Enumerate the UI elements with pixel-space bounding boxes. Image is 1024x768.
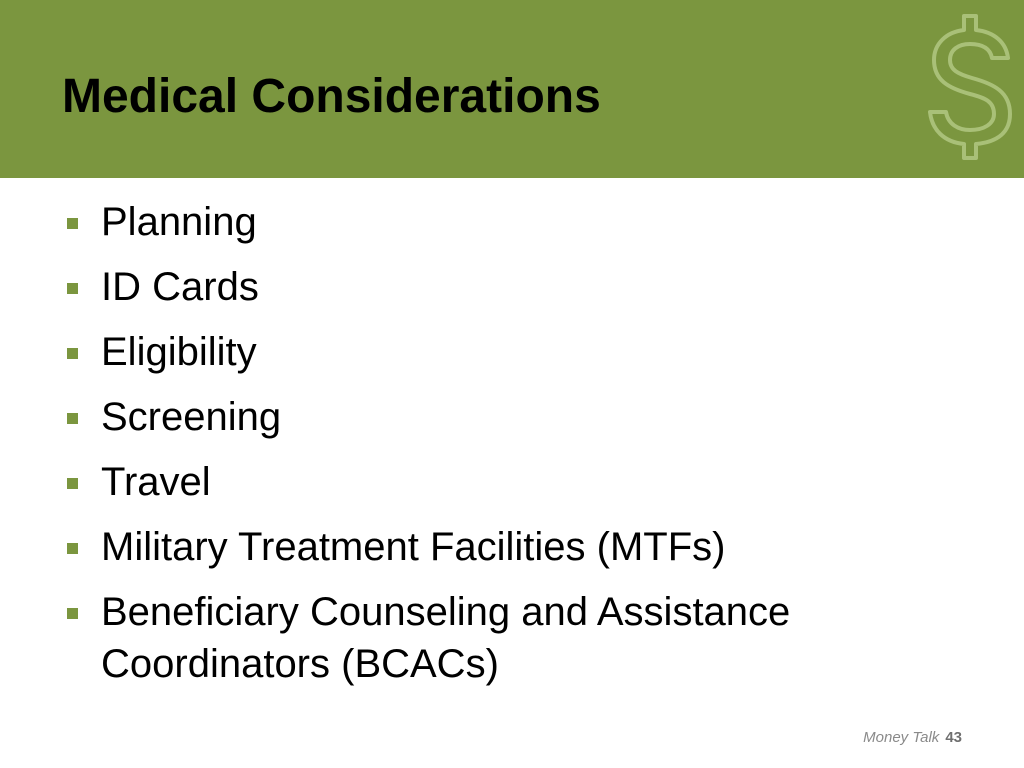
title-bar (0, 0, 1024, 178)
bullet-item-bcacs (0, 586, 901, 690)
bullet-item-eligibility (0, 326, 901, 378)
bullet-text: Eligibility (101, 330, 257, 374)
bullet-item-planning (0, 196, 901, 248)
slide-footer (863, 729, 962, 747)
bullet-text: Travel (101, 460, 211, 504)
bullet-item-screening (0, 391, 901, 443)
bullet-text: Beneficiary Counseling and Assistance Coordinators (BCACs) (101, 590, 791, 686)
bullet-text: Military Treatment Facilities (MTFs) (101, 525, 726, 569)
bullet-square-icon (67, 543, 78, 554)
bullet-square-icon (67, 413, 78, 424)
bullet-text: ID Cards (101, 265, 259, 309)
bullet-square-icon (67, 478, 78, 489)
footer-label: Money Talk (863, 729, 940, 746)
bullet-text: Screening (101, 395, 282, 439)
bullet-item-travel (0, 456, 901, 508)
bullet-square-icon (67, 218, 78, 229)
bullet-text: Planning (101, 200, 257, 244)
bullet-square-icon (67, 608, 78, 619)
dollar-sign-icon (920, 8, 1020, 164)
bullet-square-icon (67, 283, 78, 294)
bullet-square-icon (67, 348, 78, 359)
bullet-list (0, 196, 901, 703)
page-number: 43 (945, 729, 962, 746)
bullet-item-mtfs (0, 521, 901, 573)
slide-title: Medical Considerations (62, 70, 601, 123)
bullet-item-id-cards (0, 261, 901, 313)
